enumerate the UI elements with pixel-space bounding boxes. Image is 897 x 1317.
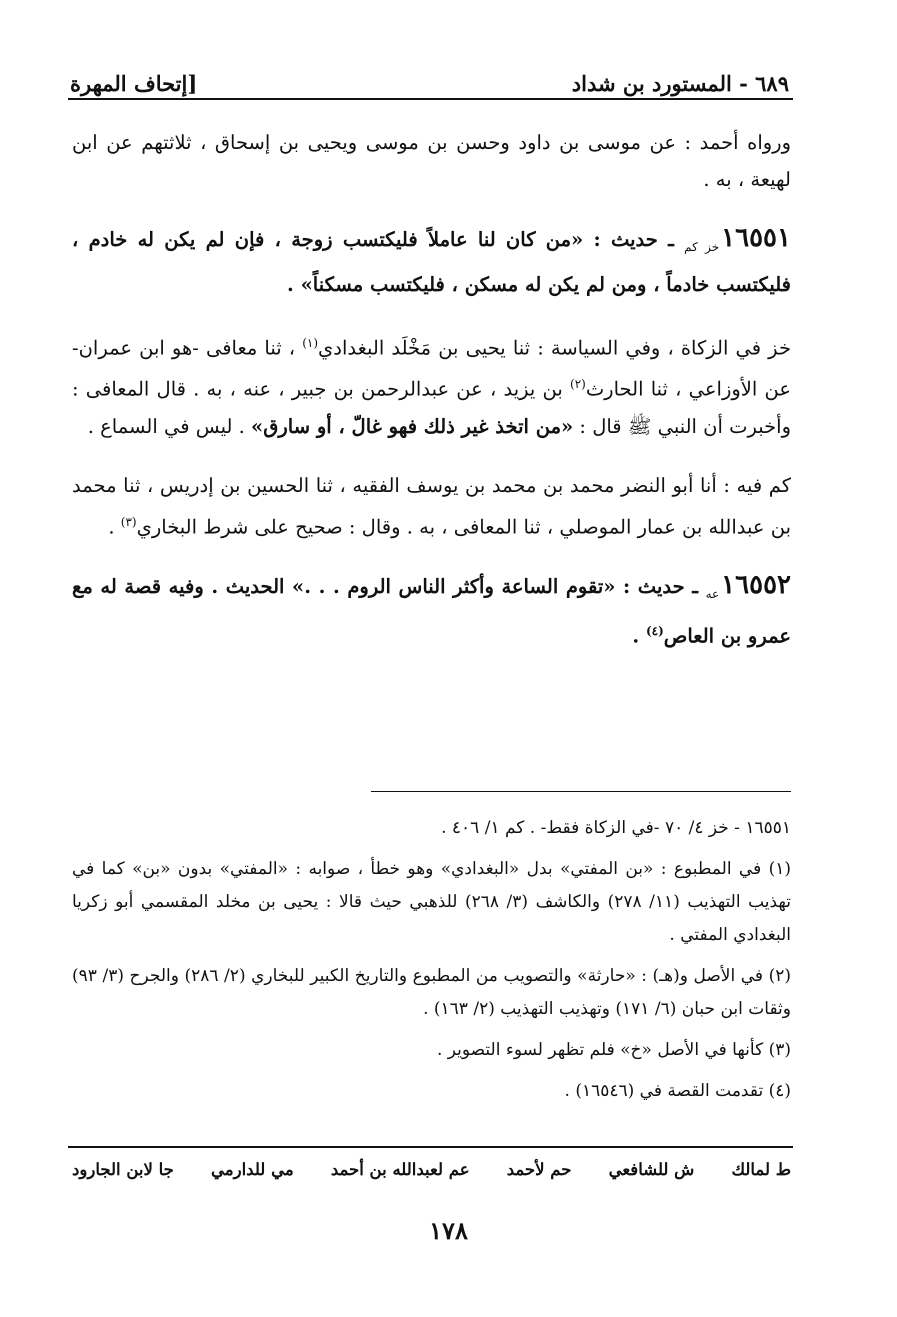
footnote: (٤) تقدمت القصة في (١٦٥٤٦) . <box>564 1081 791 1101</box>
footnote: ١٦٥٥١ - خز ٤/ ٧٠ -في الزكاة فقط- . كم ١/ ٤٠٦ . <box>441 818 791 838</box>
footnote: (٣) كأنها في الأصل «خ» فلم تظهر لسوء التصوير . <box>436 1040 791 1060</box>
main-text <box>72 124 791 677</box>
footnote-ref: (٣) <box>120 514 137 529</box>
footnote: (٢) في الأصل و(هـ) : «حارثة» والتصويب من المطبوع والتاريخ الكبير للبخاري (٢/ ٢٨٦) والجرح (٣/ ٩٣) وثقات ابن حبان (٦/ ١٧١) وتهذيب التهذيب (٢/ ١٦٣) . <box>72 966 792 1019</box>
page-number: ١٧٨ <box>429 1216 468 1245</box>
source-abbreviation: عه <box>705 587 720 602</box>
legend-item: ش للشافعي <box>608 1160 695 1179</box>
legend-item: عم لعبدالله بن أحمد <box>330 1160 470 1179</box>
footnote: (١) في المطبوع : «بن المفتي» بدل «البغدادي» وهو خطأ ، صوابه : «المفتي» بدون «بن» كما في تهذيب التهذيب (١١/ ٢٧٨) والكاشف (٣/ ٢٦٨) للذهبي حيث قالا : يحيى بن مخلد المقسمي أبو زكريا البغدادي المفتي . <box>72 859 792 945</box>
hadith-16552: $١٦٥٥٢_{عه}$ ـ حديث : «تقوم الساعة وأكثر الناس الروم . . .» الحديث . وفيه قصة له مع عمرو بن العاص$^{(٤)}$ . <box>72 570 791 648</box>
footnote-divider <box>371 791 791 792</box>
hadith-16551 <box>72 220 791 303</box>
paragraph-narration: ورواه أحمد : عن موسى بن داود وحسن بن موسى ويحيى بن إسحاق ، ثلاثتهم عن ابن لهيعة ، به . <box>72 131 791 191</box>
legend-item: حم لأحمد <box>506 1160 572 1179</box>
hadith-number: ١٦٥٥٢ <box>721 570 791 601</box>
abbreviation-legend <box>72 1160 791 1190</box>
legend-item: مي للدارمي <box>211 1160 294 1179</box>
source-abbreviation: خز كم <box>684 239 720 254</box>
hadith-number: ١٦٥٥١ <box>721 223 791 253</box>
paragraph-isnad-khuzaymah: خز في الزكاة ، وفي السياسة : ثنا يحيى بن مَخْلَد البغدادي$^{(١)}$ ، ثنا معافى -هو ابن عمران- عن الأوزاعي ، ثنا الحارث$^{(٢)}$ بن يزيد ، عن عبدالرحمن بن جبير ، عنه ، به . قال المعافى : وأخبرت أن النبي ﷺ قال : «من اتخذ غير ذلك فهو غالّ ، أو سارق» . ليس في السماع . <box>72 335 791 438</box>
legend-divider <box>68 1146 793 1148</box>
legend-item: جا لابن الجارود <box>72 1160 174 1179</box>
hadith-text: ـ حديث : «تقوم الساعة وأكثر الناس الروم . . .» الحديث . وفيه قصة له مع عمرو بن العاص <box>72 575 791 648</box>
footnote-ref: (٢) <box>570 377 586 392</box>
footnote-ref: (١) <box>302 335 319 350</box>
header-divider <box>68 98 793 100</box>
footnote-ref: (٤) <box>645 624 664 639</box>
running-header <box>70 50 789 96</box>
book-title: [إتحاف المهرة <box>70 71 198 96</box>
chapter-title: ٦٨٩ - المستورد بن شداد <box>571 71 789 96</box>
paragraph-isnad-hakim: كم فيه : أنا أبو النضر محمد بن محمد بن يوسف الفقيه ، ثنا الحسين بن إدريس ، ثنا محمد بن عبدالله بن عمار الموصلي ، ثنا المعافى ، به . وقال : صحيح على شرط البخاري$^{(٣)}$ . <box>72 473 791 539</box>
footnotes <box>72 812 791 1116</box>
hadith-text: ـ حديث : «من كان لنا عاملاً فليكتسب زوجة ، فإن لم يكن له خادم ، فليكتسب خادماً ، ومن لم يكن له مسكن ، فليكتسب مسكناً» . <box>72 228 791 296</box>
quoted-saying: «من اتخذ غير ذلك فهو غالّ ، أو سارق» <box>251 414 574 438</box>
legend-item: ط لمالك <box>731 1160 791 1179</box>
